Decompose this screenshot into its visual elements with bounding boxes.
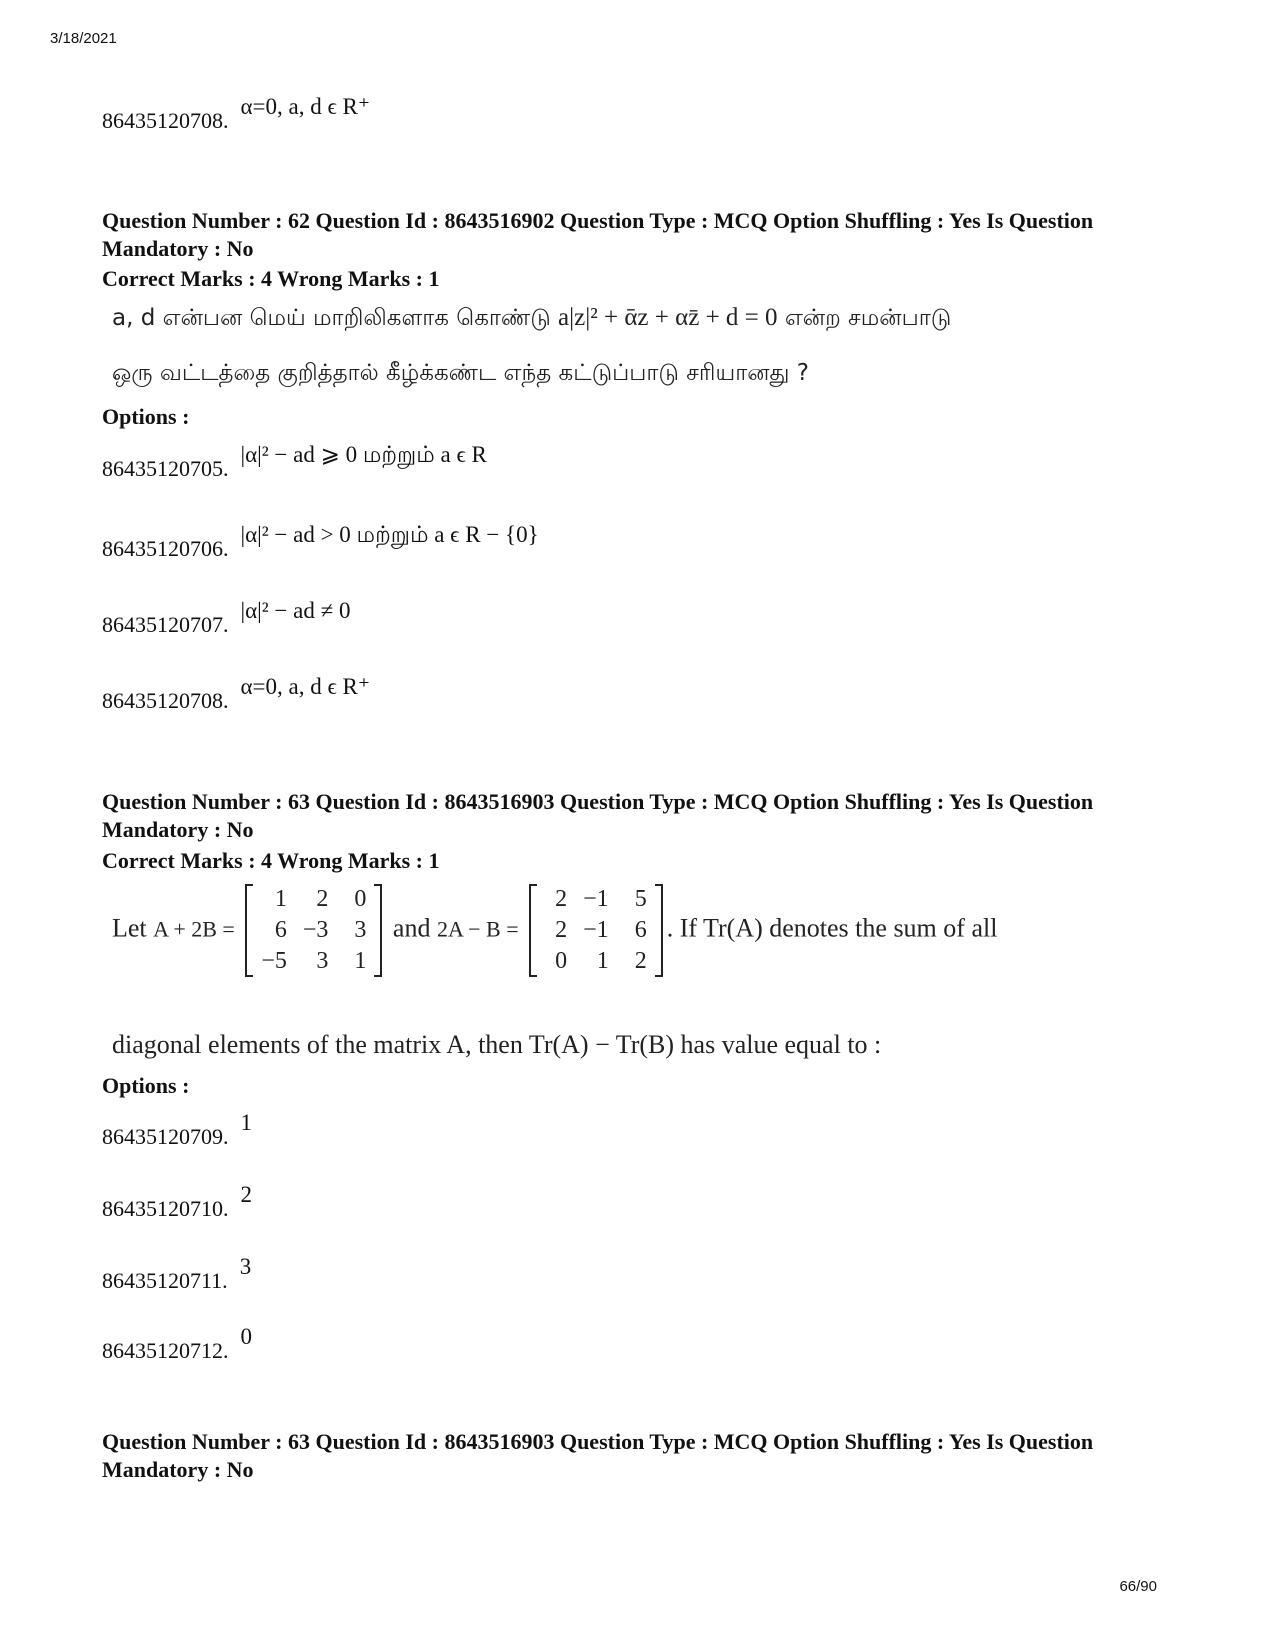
option-value: 1 [240,1110,252,1135]
matrix-cell: 6 [634,917,647,943]
matrix-cell: 3 [316,948,329,974]
matrix-cell: 2 [634,948,647,974]
q62-option-4 [102,674,371,714]
q62-options-label: Options : [102,404,190,429]
option-id: 86435120710. [102,1196,229,1221]
q62-text-pre: a, d என்பன மெய் மாறிலிகளாக கொண்டு [112,305,559,331]
q63-options-label: Options : [102,1073,190,1098]
question-63-text-line1 [112,884,997,977]
question-63-text-line2: diagonal elements of the matrix A, then Tr(A) − Tr(B) has value equal to : [112,1030,882,1059]
option-value: 3 [239,1254,252,1279]
option-value: α=0, a, d ϵ R⁺ [240,674,371,699]
question-62-text-line2: ஒரு வட்டத்தை குறித்தால் கீழ்க்கண்ட எந்த கட்டுப்பாடு சரியானது ? [112,360,809,386]
option-id: 86435120705. [102,456,229,481]
matrix-cell: −1 [583,886,609,912]
option-id: 86435120708. [102,688,229,713]
matrix-cell: −1 [583,917,609,943]
q63-let: Let [112,913,147,943]
q62-option-2 [102,522,539,565]
option-value: 2 [240,1182,252,1207]
matrix-cell: −3 [302,917,329,943]
q62-text-post: என்ற சமன்பாடு [777,305,952,331]
option-id: 86435120709. [102,1124,229,1149]
prev-option [102,94,371,134]
question-63-header: Question Number : 63 Question Id : 8643516903 Question Type : MCQ Option Shuffling : Yes Is Question Mandatory : No [102,789,1094,842]
matrix-cell: 1 [596,948,609,974]
q62-option-1 [102,442,487,485]
print-date: 3/18/2021 [50,30,117,47]
q63-option-3 [102,1254,252,1294]
matrix-cell: 1 [354,948,367,974]
question-62-marks: Correct Marks : 4 Wrong Marks : 1 [102,266,440,291]
option-value: |α|² − ad ≠ 0 [240,598,351,623]
q63-lhs2: 2A − B = [436,916,519,942]
question-63-repeat-header: Question Number : 63 Question Id : 8643516903 Question Type : MCQ Option Shuffling : Yes Is Question Mandatory : No [102,1429,1094,1482]
option-id: 86435120706. [102,536,229,561]
option-id: 86435120711. [102,1268,228,1293]
matrix-cell: 0 [354,886,367,912]
q63-matrix-1 [245,884,382,977]
q63-lhs1: A + 2B = [153,916,235,942]
question-62-text-line1 [112,304,951,334]
matrix-cell: −5 [261,948,287,974]
option-value: α=0, a, d ϵ R⁺ [240,94,371,119]
matrix-cell: 1 [274,886,287,912]
question-62-header: Question Number : 62 Question Id : 8643516902 Question Type : MCQ Option Shuffling : Yes Is Question Mandatory : No [102,208,1094,261]
option-id: 86435120707. [102,612,229,637]
q62-option-3 [102,598,351,638]
matrix-cell: 0 [555,948,568,974]
option-value: |α|² − ad ⩾ 0 மற்றும் a ϵ R [240,442,487,467]
matrix-cell: 3 [354,917,367,943]
option-id: 86435120712. [102,1338,229,1363]
matrix-cell: 5 [634,886,647,912]
q63-option-1 [102,1110,252,1150]
q63-and: and [392,913,431,943]
option-value: |α|² − ad > 0 மற்றும் a ϵ R − {0} [240,522,539,547]
matrix-cell: 6 [274,917,287,943]
option-id: 86435120708. [102,108,229,133]
matrix-cell: 2 [555,886,568,912]
option-value: 0 [240,1324,252,1349]
question-63-marks: Correct Marks : 4 Wrong Marks : 1 [102,848,440,873]
q63-option-2 [102,1182,252,1222]
q63-matrix-2 [529,884,663,977]
q62-equation: a|z|² + ᾱz + αz̄ + d = 0 [558,304,778,331]
matrix-cell: 2 [316,886,329,912]
q63-option-4 [102,1324,252,1364]
matrix-cell: 2 [555,917,568,943]
page-number: 66/90 [1119,1578,1157,1595]
q63-after-matrix: . If Tr(A) denotes the sum of all [666,913,998,943]
